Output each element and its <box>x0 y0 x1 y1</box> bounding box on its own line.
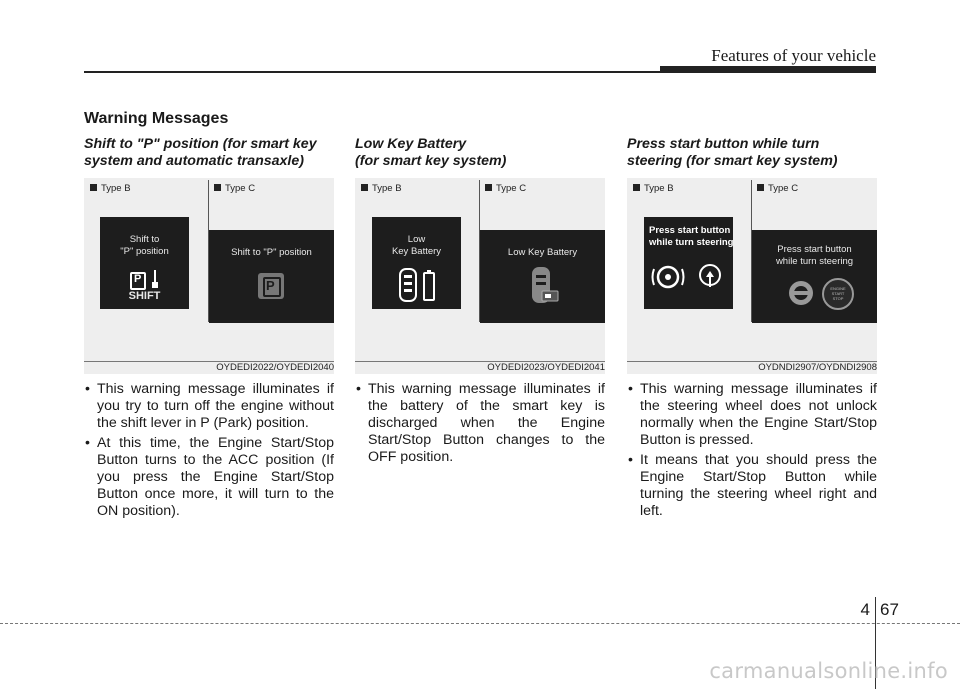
bullet-item: • At this time, the Engine Start/Stop Button turns to the ACC position (If you press the Engine Start/Stop Button once more, it will turn to the ON position). <box>84 435 334 520</box>
column-2-title-line2: (for smart key system) <box>355 153 507 169</box>
screen-b-text-line1: Low <box>407 234 426 245</box>
bullet-item: • This warning message illuminates if you try to turn off the engine without the shift lever in P (Park) position. <box>84 381 334 432</box>
cluster-screen-type-b <box>100 217 189 309</box>
square-bullet-icon <box>214 184 221 191</box>
column-3-title <box>627 136 882 170</box>
section-title: Warning Messages <box>84 110 229 127</box>
bullet-item: • This warning message illuminates if the steering wheel does not unlock normally when the Engine Start/Stop Button is pressed. <box>627 381 877 449</box>
column-3-bullets <box>627 381 877 523</box>
square-bullet-icon <box>90 184 97 191</box>
engine-start-stop-button-icon: ENGINE START STOP <box>822 278 854 310</box>
smart-key-battery-icon <box>398 267 438 303</box>
column-1-title-line1: Shift to "P" position (for smart key <box>84 136 317 152</box>
type-c-label: Type C <box>214 183 255 194</box>
type-b-label: Type B <box>361 183 402 194</box>
page-number: 67 <box>880 600 899 619</box>
bullet-item: • This warning message illuminates if the battery of the smart key is discharged when the Engine Start/Stop Button changes to the OFF position. <box>355 381 605 466</box>
column-1-title-line2: system and automatic transaxle) <box>84 153 304 169</box>
cluster-screen-type-b <box>372 217 461 309</box>
screen-b-text-line1: Shift to <box>129 234 160 245</box>
running-header: Features of your vehicle <box>711 46 876 65</box>
type-c-label: Type C <box>485 183 526 194</box>
screen-b-text-line2: while turn steering <box>649 237 734 248</box>
shift-lever-icon <box>150 270 160 288</box>
screen-b-text-line2: Key Battery <box>391 246 442 257</box>
type-c-label: Type C <box>757 183 798 194</box>
square-bullet-icon <box>633 184 640 191</box>
cluster-screen-type-c <box>480 230 605 323</box>
start-button-press-icon <box>696 263 724 291</box>
screen-b-text-line2: "P" position <box>120 246 169 257</box>
screen-c-text: Low Key Battery <box>507 247 578 258</box>
cluster-screen-type-c <box>752 230 877 323</box>
column-1-bullets <box>84 381 334 523</box>
cluster-screen-type-c <box>209 230 334 323</box>
figure-low-key-battery <box>355 178 605 374</box>
bullet-item: • It means that you should press the Engine Start/Stop Button while turning the steering wheel right and left. <box>627 452 877 520</box>
square-bullet-icon <box>361 184 368 191</box>
square-bullet-icon <box>485 184 492 191</box>
park-p-icon: P <box>258 273 284 299</box>
column-1-title <box>84 136 339 170</box>
figure-code: OYDEDI2023/OYDEDI2041 <box>487 362 605 373</box>
figure-code: OYDEDI2022/OYDEDI2040 <box>216 362 334 373</box>
column-3-title-line2: steering (for smart key system) <box>627 153 838 169</box>
screen-b-text-line1: Press start button <box>649 225 731 236</box>
steering-wheel-icon <box>650 261 686 293</box>
watermark: carmanualsonline.info <box>709 659 948 683</box>
steering-wheel-icon <box>786 278 816 308</box>
type-b-label: Type B <box>633 183 674 194</box>
smart-key-battery-icon <box>528 265 562 309</box>
square-bullet-icon <box>757 184 764 191</box>
screen-c-text: Shift to "P" position <box>231 247 312 258</box>
chapter-number: 4 <box>860 600 870 619</box>
screen-c-text-line2: while turn steering <box>775 256 854 267</box>
park-p-icon: P <box>130 272 146 290</box>
cluster-screen-type-b <box>644 217 733 309</box>
column-2-bullets <box>355 381 605 469</box>
header-rule-accent <box>660 66 876 73</box>
footer-rule <box>0 623 960 624</box>
shift-label: SHIFT <box>128 290 161 302</box>
type-b-label: Type B <box>90 183 131 194</box>
column-2-title <box>355 136 610 170</box>
column-3-title-line1: Press start button while turn <box>627 136 820 152</box>
screen-c-text-line1: Press start button <box>777 244 852 255</box>
figure-press-start-steering <box>627 178 877 374</box>
figure-shift-to-p <box>84 178 334 374</box>
figure-code: OYDNDI2907/OYDNDI2908 <box>758 362 877 373</box>
column-2-title-line1: Low Key Battery <box>355 136 467 152</box>
